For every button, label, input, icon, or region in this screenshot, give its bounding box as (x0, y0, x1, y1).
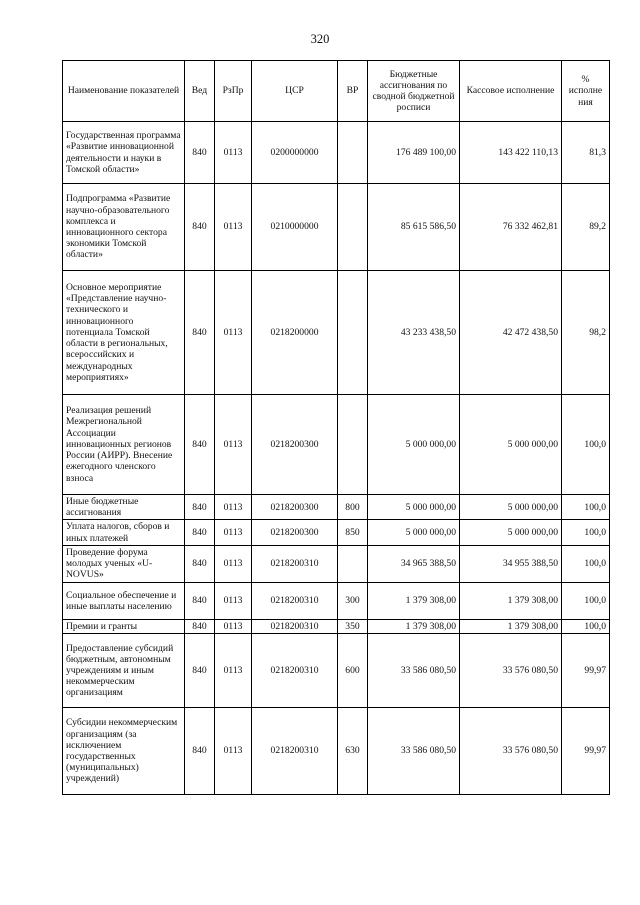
row-rzpr: 0113 (215, 619, 252, 633)
row-csr: 0218200310 (252, 582, 338, 619)
row-ved: 840 (185, 708, 215, 795)
row-rzpr: 0113 (215, 545, 252, 582)
row-csr: 0218200300 (252, 520, 338, 545)
row-pct: 100,0 (562, 582, 610, 619)
row-cash: 143 422 110,13 (460, 122, 562, 184)
row-ved: 840 (185, 395, 215, 495)
row-ved: 840 (185, 634, 215, 708)
table-row (63, 708, 610, 795)
row-rzpr: 0113 (215, 184, 252, 271)
row-csr: 0218200300 (252, 495, 338, 520)
row-ved: 840 (185, 495, 215, 520)
table-row (63, 582, 610, 619)
row-budget: 5 000 000,00 (368, 495, 460, 520)
row-pct: 81,3 (562, 122, 610, 184)
row-ved: 840 (185, 184, 215, 271)
row-ved: 840 (185, 271, 215, 395)
table-row (63, 271, 610, 395)
row-budget: 1 379 308,00 (368, 619, 460, 633)
row-pct: 99,97 (562, 634, 610, 708)
row-csr: 0218200310 (252, 545, 338, 582)
row-pct: 100,0 (562, 495, 610, 520)
row-name: Подпрограмма «Развитие научно-образовательного комплекса и инновационного сектора экономики Томской области» (63, 184, 185, 271)
table-row (63, 634, 610, 708)
page-number: 320 (310, 32, 330, 46)
row-cash: 1 379 308,00 (460, 619, 562, 633)
row-vr (338, 395, 368, 495)
row-ved: 840 (185, 582, 215, 619)
table-row (63, 520, 610, 545)
row-vr (338, 545, 368, 582)
row-csr: 0218200310 (252, 619, 338, 633)
row-name: Социальное обеспечение и иные выплаты населению (63, 582, 185, 619)
row-vr (338, 122, 368, 184)
row-csr: 0218200300 (252, 395, 338, 495)
row-pct: 100,0 (562, 395, 610, 495)
table-row (63, 619, 610, 633)
row-cash: 1 379 308,00 (460, 582, 562, 619)
table-header-row (63, 61, 610, 122)
row-name: Иные бюджетные ассигнования (63, 495, 185, 520)
header-name: Наименование показателей (63, 61, 185, 122)
row-vr: 300 (338, 582, 368, 619)
row-rzpr: 0113 (215, 495, 252, 520)
row-vr (338, 184, 368, 271)
row-budget: 85 615 586,50 (368, 184, 460, 271)
row-budget: 33 586 080,50 (368, 634, 460, 708)
row-cash: 5 000 000,00 (460, 520, 562, 545)
table-row (63, 495, 610, 520)
header-ved: Вед (185, 61, 215, 122)
table-row (63, 395, 610, 495)
row-budget: 33 586 080,50 (368, 708, 460, 795)
row-rzpr: 0113 (215, 708, 252, 795)
row-name: Субсидии некоммерческим организациям (за исключением государственных (муниципальных) учреждений) (63, 708, 185, 795)
row-budget: 5 000 000,00 (368, 520, 460, 545)
row-pct: 100,0 (562, 520, 610, 545)
row-budget: 1 379 308,00 (368, 582, 460, 619)
row-cash: 5 000 000,00 (460, 395, 562, 495)
row-csr: 0210000000 (252, 184, 338, 271)
row-rzpr: 0113 (215, 582, 252, 619)
row-csr: 0200000000 (252, 122, 338, 184)
row-csr: 0218200310 (252, 708, 338, 795)
row-name: Основное мероприятие «Представление научно-технического и инновационного потенциала Томской области в региональных, всероссийских и международных мероприятиях» (63, 271, 185, 395)
row-name: Премии и гранты (63, 619, 185, 633)
row-vr: 850 (338, 520, 368, 545)
header-pct: % исполне ния (562, 61, 610, 122)
row-budget: 5 000 000,00 (368, 395, 460, 495)
row-rzpr: 0113 (215, 520, 252, 545)
row-rzpr: 0113 (215, 122, 252, 184)
table-row (63, 122, 610, 184)
row-budget: 176 489 100,00 (368, 122, 460, 184)
row-vr (338, 271, 368, 395)
row-pct: 100,0 (562, 545, 610, 582)
row-ved: 840 (185, 545, 215, 582)
row-pct: 100,0 (562, 619, 610, 633)
row-csr: 0218200000 (252, 271, 338, 395)
table-row (63, 545, 610, 582)
header-vr: ВР (338, 61, 368, 122)
row-pct: 98,2 (562, 271, 610, 395)
header-cash: Кассовое исполнение (460, 61, 562, 122)
row-name: Уплата налогов, сборов и иных платежей (63, 520, 185, 545)
row-cash: 76 332 462,81 (460, 184, 562, 271)
row-budget: 34 965 388,50 (368, 545, 460, 582)
row-name: Реализация решений Межрегиональной Ассоциации инновационных регионов России (АИРР). Внесение ежегодного членского взноса (63, 395, 185, 495)
row-cash: 33 576 080,50 (460, 634, 562, 708)
row-ved: 840 (185, 122, 215, 184)
row-rzpr: 0113 (215, 634, 252, 708)
row-cash: 33 576 080,50 (460, 708, 562, 795)
row-cash: 42 472 438,50 (460, 271, 562, 395)
budget-execution-table (62, 60, 610, 795)
row-vr: 600 (338, 634, 368, 708)
header-rzpr: РзПр (215, 61, 252, 122)
row-vr: 350 (338, 619, 368, 633)
row-pct: 89,2 (562, 184, 610, 271)
row-rzpr: 0113 (215, 395, 252, 495)
row-vr: 800 (338, 495, 368, 520)
row-rzpr: 0113 (215, 271, 252, 395)
row-csr: 0218200310 (252, 634, 338, 708)
header-budget: Бюджетные ассигнования по сводной бюджетной росписи (368, 61, 460, 122)
row-name: Государственная программа «Развитие инновационной деятельности и науки в Томской области» (63, 122, 185, 184)
row-ved: 840 (185, 619, 215, 633)
header-csr: ЦСР (252, 61, 338, 122)
row-name: Предоставление субсидий бюджетным, автономным учреждениям и иным некоммерческим организациям (63, 634, 185, 708)
row-name: Проведение форума молодых ученых «U-NOVUS» (63, 545, 185, 582)
table-row (63, 184, 610, 271)
row-ved: 840 (185, 520, 215, 545)
row-budget: 43 233 438,50 (368, 271, 460, 395)
row-vr: 630 (338, 708, 368, 795)
row-cash: 34 955 388,50 (460, 545, 562, 582)
row-pct: 99,97 (562, 708, 610, 795)
row-cash: 5 000 000,00 (460, 495, 562, 520)
